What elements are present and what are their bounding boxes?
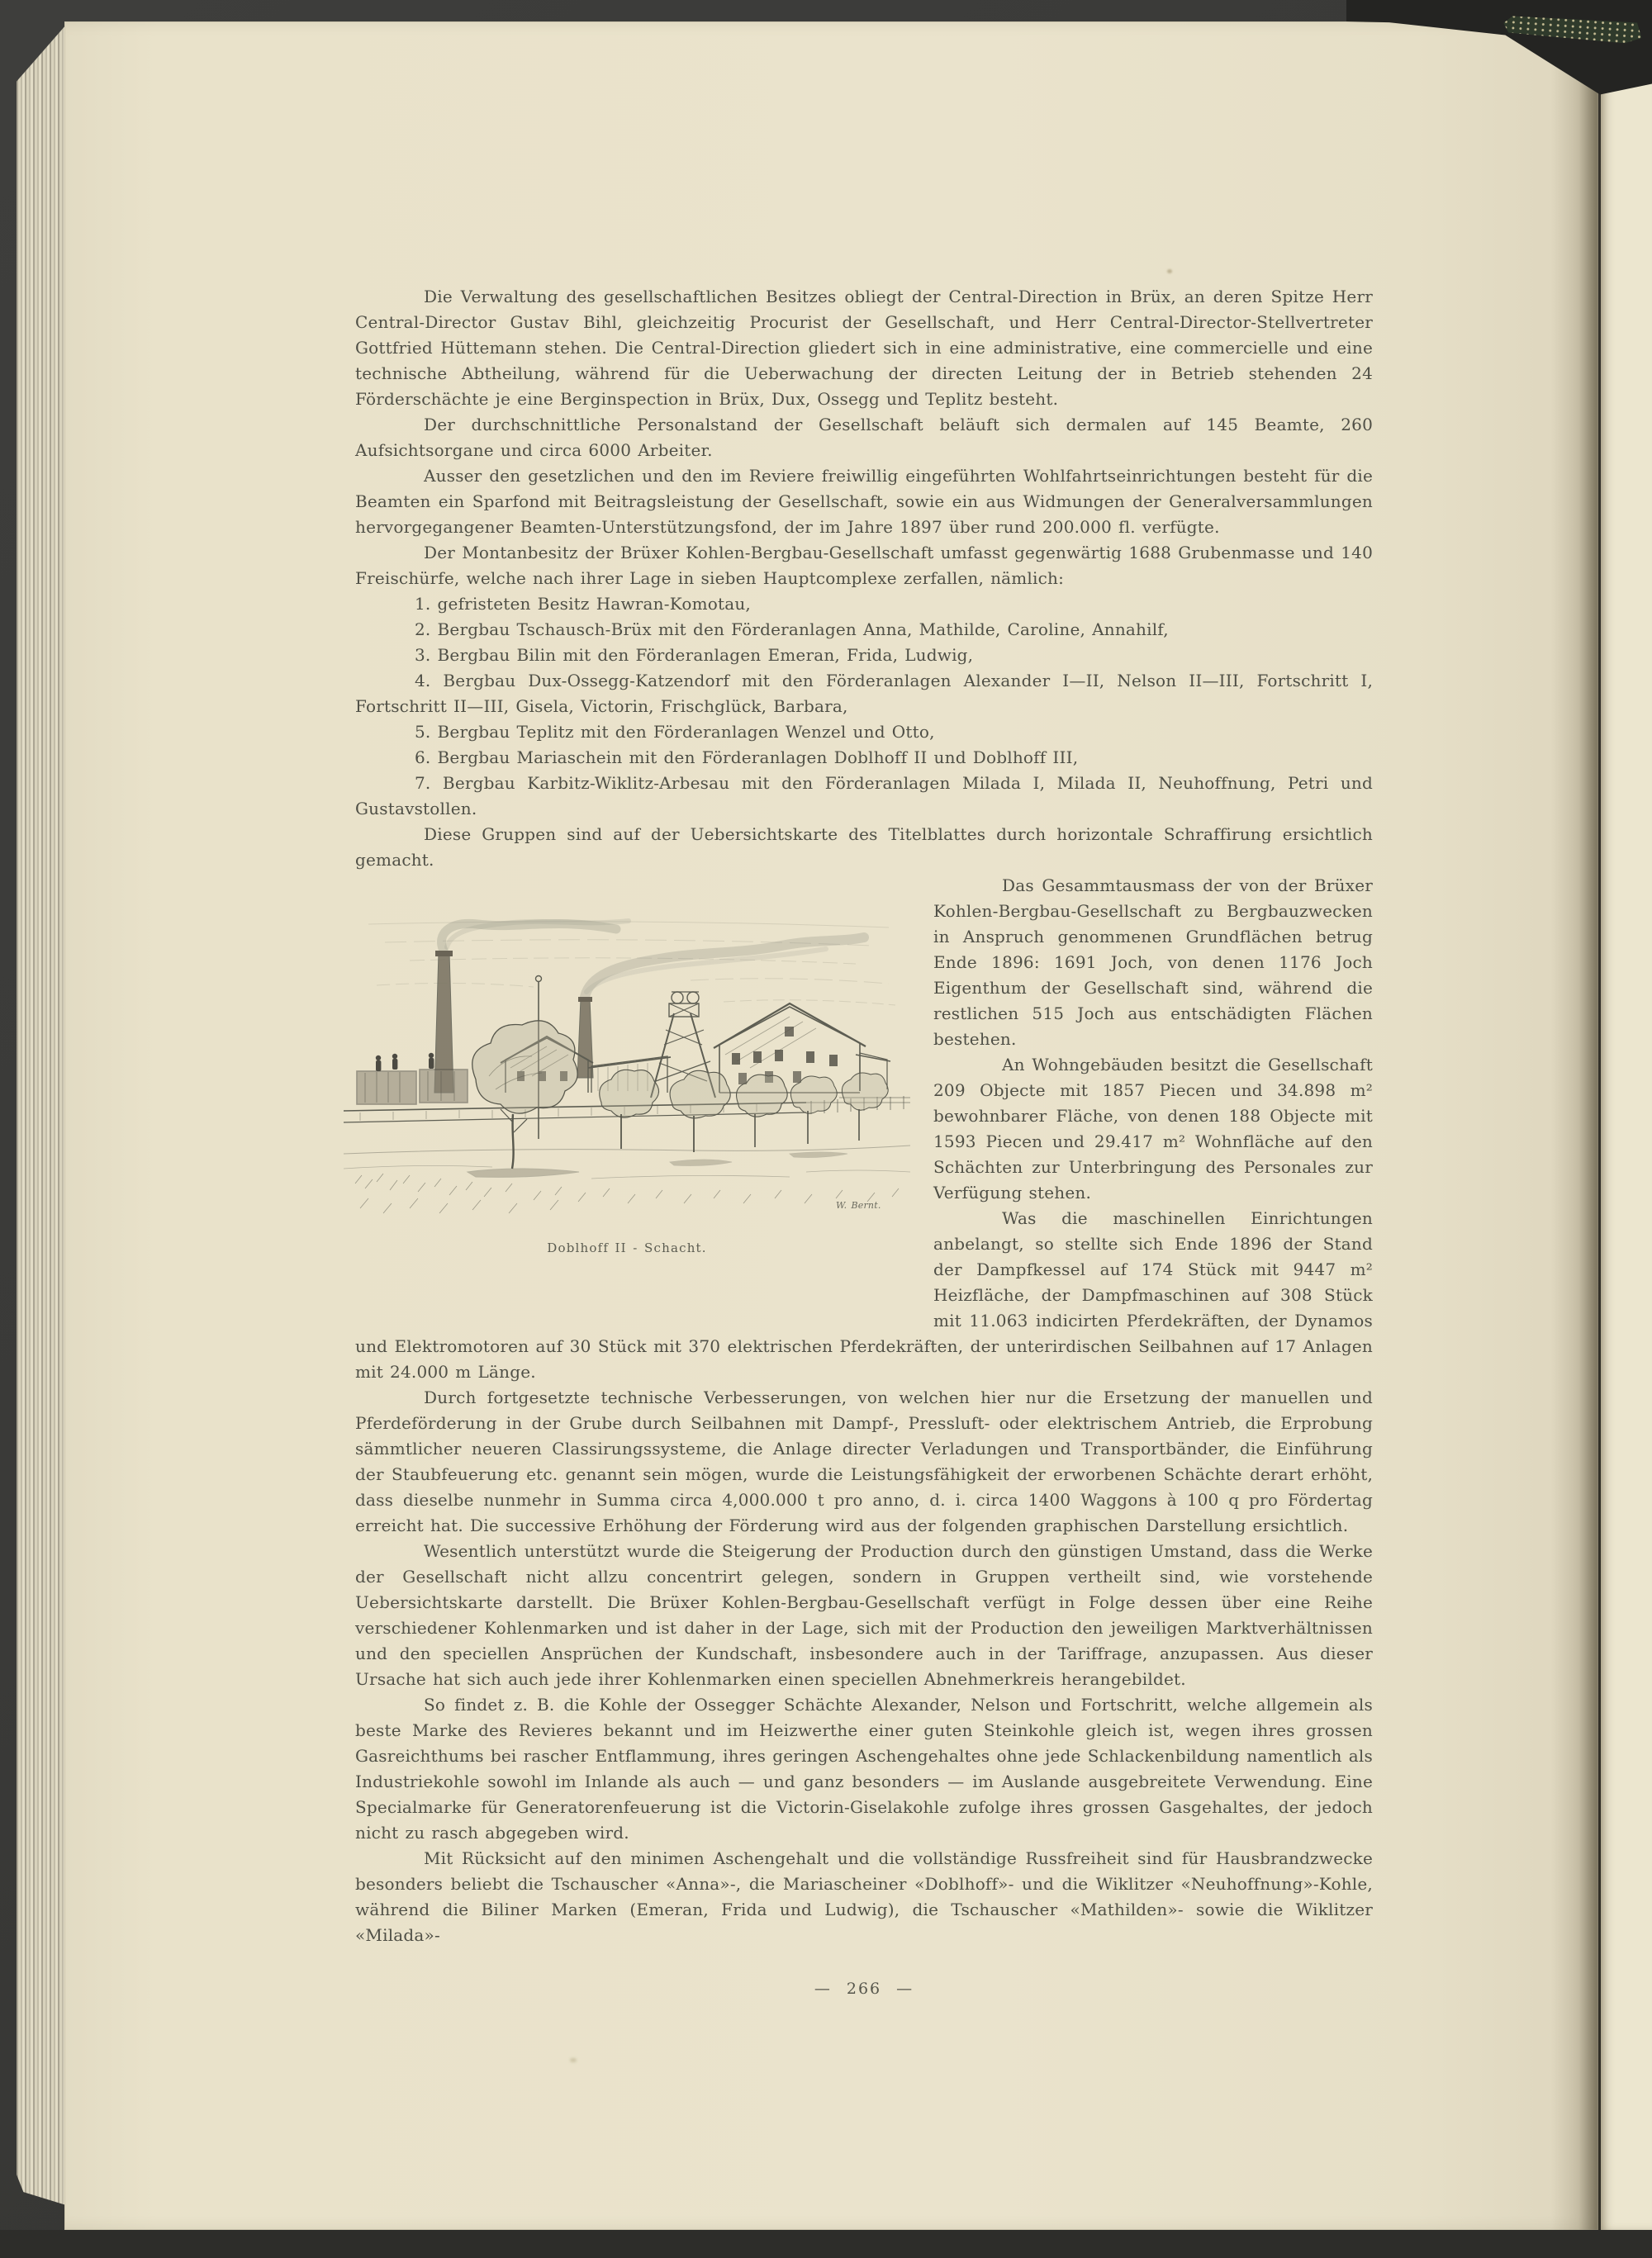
- paragraph: Wesentlich unterstützt wurde die Steigerung der Production durch den günstigen Umstand, dass die Werke der Gesellschaft nicht allzu concentrirt gelegen, sondern in Gruppen vertheilt sind, wie vorstehende Uebersichtskarte darstellt. Die Brüxer Kohlen-Bergbau-Gesellschaft verfügt in Folge dessen über eine Reihe verschiedener Kohlenmarken und ist daher in der Lage, sich mit der Production den jeweiligen Marktverhältnissen und den speciellen Ansprüchen der Kundschaft, insbesondere auch in der Tariffrage, anzupassen. Aus dieser Ursache hat sich auch jede ihrer Kohlenmarken einen speciellen Abnehmerkreis herangebildet.: [355, 1541, 1373, 1689]
- adjacent-page-edge: [1601, 35, 1652, 2230]
- paragraph: Diese Gruppen sind auf der Uebersichtskarte des Titelblattes durch horizontale Schraffirung ersichtlich gemacht.: [355, 824, 1373, 870]
- paragraph: Das Gesammtausmass der von der Brüxer Kohlen-Bergbau-Gesellschaft zu Bergbauzwecken in Anspruch genommenen Grundflächen betrug Ende 1896: 1691 Joch, von denen 1176 Joch Eigenthum der Gesellschaft sind, während die restlichen 515 Joch aus entschädigten Flächen bestehen.: [933, 875, 1373, 1049]
- page-gutter-shadow: [1551, 21, 1601, 2230]
- list-item: 7. Bergbau Karbitz-Wiklitz-Arbesau mit den Förderanlagen Milada I, Milada II, Neuhoffnung, Petri und Gustavstollen.: [355, 773, 1373, 818]
- list-item: 6. Bergbau Mariaschein mit den Förderanlagen Doblhoff II und Doblhoff III,: [415, 747, 1079, 767]
- figure-caption: Doblhoff II - Schacht.: [547, 1240, 707, 1255]
- paragraph: Ausser den gesetzlichen und den im Reviere freiwillig eingeführten Wohlfahrtseinrichtungen besteht für die Beamten ein Sparfond mit Beitragsleistung der Gesellschaft, sowie ein aus Widmungen der Generalversammlungen hervorgegangener Beamten-Unterstützungsfond, der im Jahre 1897 über rund 200.000 fl. verfügte.: [355, 466, 1373, 537]
- paragraph: An Wohngebäuden besitzt die Gesellschaft 209 Objecte mit 1857 Piecen und 34.898 m² bewohnbarer Fläche, von denen 188 Objecte mit 1593 Piecen und 29.417 m² Wohnfläche auf den Schächten zur Unterbringung des Personales zur Verfügung stehen.: [933, 1055, 1373, 1203]
- text-block: [355, 284, 1373, 2002]
- paragraph: So findet z. B. die Kohle der Ossegger Schächte Alexander, Nelson und Fortschritt, welche allgemein als beste Marke des Revieres bekannt und im Heizwerthe einer guten Steinkohle gleich ist, wegen ihres grossen Gasreichthums bei rascher Entflammung, ihres geringen Aschengehaltes ohne jede Schlackenbildung namentlich als Industriekohle sowohl im Inlande als auch — und ganz besonders — im Auslande ausgebreitete Verwendung. Eine Specialmarke für Generatorenfeuerung ist die Victorin-Giselakohle zufolge ihres grossen Gasgehaltes, der jedoch nicht zu rasch abgegeben wird.: [355, 1695, 1373, 1843]
- doblhoff-engraving: [344, 906, 910, 1222]
- page-number: — 266 —: [814, 1980, 914, 1998]
- scan-background-bottom: [0, 2230, 1652, 2258]
- list-item: 5. Bergbau Teplitz mit den Förderanlagen Wenzel und Otto,: [415, 722, 935, 742]
- book-page: [64, 21, 1598, 2230]
- engraving-structures: [434, 951, 715, 1139]
- engraving-signature: W. Bernt.: [836, 1200, 881, 1211]
- figure-doblhoff-schacht: [344, 906, 910, 1315]
- paragraph: Die Verwaltung des gesellschaftlichen Besitzes obliegt der Central-Direction in Brüx, an deren Spitze Herr Central-Director Gustav Bihl, gleichzeitig Procurist der Gesellschaft, und Herr Central-Director-Stellvertreter Gottfried Hüttemann stehen. Die Central-Direction gliedert sich in eine administrative, eine commercielle und eine technische Abtheilung, während für die Ueberwachung der directen Leitung der in Betrieb stehenden 24 Förderschächte je eine Berginspection in Brüx, Dux, Ossegg und Teplitz besteht.: [355, 287, 1373, 409]
- list-item: 4. Bergbau Dux-Ossegg-Katzendorf mit den Förderanlagen Alexander I—II, Nelson II—III, Fortschritt I, Fortschritt II—III, Gisela, Victorin, Frischglück, Barbara,: [355, 671, 1373, 716]
- paper-spot: [570, 2058, 577, 2062]
- paragraph: Der durchschnittliche Personalstand der Gesellschaft beläuft sich dermalen auf 145 Beamte, 260 Aufsichtsorgane und circa 6000 Arbeiter.: [355, 415, 1373, 460]
- page-stack-edges: [17, 25, 66, 2205]
- list-item: 2. Bergbau Tschausch-Brüx mit den Förderanlagen Anna, Mathilde, Caroline, Annahilf,: [415, 619, 1169, 639]
- paper-spot: [1167, 269, 1172, 273]
- paragraph: Was die maschinellen Einrichtungen anbelangt, so stellte sich Ende 1896 der Stand der Dampfkessel auf 174 Stück mit 9447 m² Heizfläche, der Dampfmaschinen auf 308 Stück mit 11.063 indicirten Pferdekräften, der Dynamos und Elektromotoren auf 30 Stück mit 370 elektrischen Pferdekräften, der unterirdischen Seilbahnen auf 17 Anlagen mit 24.000 m Länge.: [355, 1208, 1373, 1382]
- paragraph: Der Montanbesitz der Brüxer Kohlen-Bergbau-Gesellschaft umfasst gegenwärtig 1688 Grubenmasse und 140 Freischürfe, welche nach ihrer Lage in sieben Hauptcomplexe zerfallen, nämlich:: [355, 543, 1373, 588]
- paragraph: Durch fortgesetzte technische Verbesserungen, von welchen hier nur die Ersetzung der manuellen und Pferdeförderung in der Grube durch Seilbahnen mit Dampf-, Pressluft- oder elektrischem Antrieb, die Erprobung sämmtlicher neueren Classirungssysteme, die Anlage directer Verladungen und Transportbänder, die Einführung der Staubfeuerung etc. genannt sein mögen, wurde die Leistungsfähigkeit der erworbenen Schächte derart erhöht, dass dieselbe nunmehr in Summa circa 4,000.000 t pro anno, d. i. circa 1400 Waggons à 100 q pro Fördertag erreicht hat. Die successive Erhöhung der Förderung wird aus der folgenden graphischen Darstellung ersichtlich.: [355, 1388, 1373, 1535]
- list-item: 3. Bergbau Bilin mit den Förderanlagen Emeran, Frida, Ludwig,: [415, 645, 974, 665]
- engraving-trees: [472, 1021, 888, 1169]
- engraving-foreground: [344, 1146, 910, 1213]
- paragraph: Mit Rücksicht auf den minimen Aschengehalt und die vollständige Russfreiheit sind für Hausbrandzwecke besonders beliebt die Tschauscher «Anna»-, die Mariascheiner «Doblhoff»- und die Wiklitzer «Neuhoffnung»-Kohle, während die Biliner Marken (Emeran, Frida und Ludwig), die Tschauscher «Mathilden»- sowie die Wiklitzer «Milada»-: [355, 1848, 1373, 1945]
- list-item: 1. gefristeten Besitz Hawran-Komotau,: [415, 594, 751, 614]
